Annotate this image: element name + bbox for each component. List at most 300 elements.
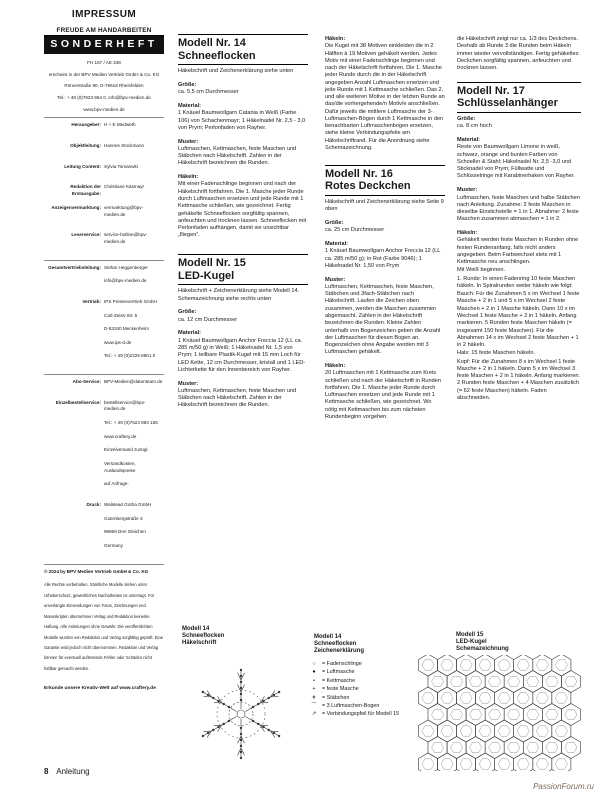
chain-stitch-mark bbox=[212, 729, 214, 731]
publisher-web[interactable]: www.bpv-medien.de bbox=[83, 106, 125, 112]
motif-hexagon bbox=[466, 704, 485, 726]
motif-hexagon bbox=[457, 687, 476, 709]
model-17-size: ca. 8 cm hoch bbox=[457, 123, 492, 130]
impressum-row-label: Anzeigenvermarktung: bbox=[51, 204, 101, 210]
model-16-name: Rotes Deckchen bbox=[325, 180, 445, 196]
motif-hexagon bbox=[428, 671, 447, 693]
legend-symbol-icon: • bbox=[313, 677, 315, 684]
motif-inner-star bbox=[460, 660, 472, 670]
motif-hexagon bbox=[561, 671, 580, 693]
model-16-material-label: Material: bbox=[325, 241, 349, 248]
legend-item bbox=[306, 668, 399, 676]
model-14-crochet-label: Häkeln: bbox=[178, 174, 199, 181]
impressum-row-label: Gesamtvertriebsleitung: bbox=[48, 264, 101, 270]
motif-inner-star bbox=[422, 693, 434, 703]
impressum-row-label: Objektleitung: bbox=[70, 142, 101, 148]
model-15-size: ca. 12 cm Durchmesser bbox=[178, 316, 238, 323]
impressum-row-value: www.craftery.de bbox=[104, 433, 137, 439]
model-15-name: LED-Kugel bbox=[178, 270, 308, 286]
motif-inner-star bbox=[489, 676, 501, 686]
motif-inner-star bbox=[479, 726, 491, 736]
chain-stitch-mark bbox=[240, 681, 242, 683]
motif-hexagon bbox=[438, 687, 457, 709]
impressum-row-values bbox=[104, 502, 164, 557]
impressum-row bbox=[44, 379, 164, 393]
model-17-material-label: Material: bbox=[457, 137, 481, 144]
impressum-row-value: info@bpv-medien.de bbox=[104, 278, 147, 284]
motif-inner-star bbox=[470, 676, 482, 686]
impressum-row bbox=[44, 164, 164, 178]
model-16-number: Modell Nr. 16 bbox=[325, 165, 445, 181]
impressum-row-value: Germany bbox=[104, 543, 123, 548]
model-17-round-1: 1. Runde: In einen Fadenring 10 feste Maschen häkeln. In Spiralrunden weiter häkeln wie folgt: bbox=[457, 275, 576, 289]
impressum-row-label: Leserservice: bbox=[71, 232, 101, 238]
motif-inner-star bbox=[517, 759, 529, 769]
motif-hexagon bbox=[504, 671, 523, 693]
motif-hexagon bbox=[552, 720, 571, 742]
impressum-row-value: Versandkosten, Auslandspreise bbox=[104, 461, 136, 473]
motif-inner-star bbox=[517, 660, 529, 670]
impressum-row-values bbox=[104, 232, 164, 252]
motif-hexagon bbox=[514, 753, 533, 771]
chain-stitch-mark bbox=[268, 729, 270, 731]
model-16-size: ca. 25 cm Durchmesser bbox=[325, 227, 385, 234]
center-ring-symbol bbox=[237, 710, 245, 718]
motif-inner-star bbox=[536, 726, 548, 736]
impressum-row-value: Tel.: + 49 (0)7623 964 155 bbox=[104, 420, 158, 426]
impressum-row-values bbox=[104, 184, 164, 198]
motif-inner-star bbox=[508, 742, 520, 752]
impressum-row bbox=[44, 299, 164, 367]
legal-text: Alle Rechte vorbehalten. Sämtliche Modelle stehen unter Urheberschutz, gewerbliches Nacharbeiten ist untersagt. Für unverlangte Einsendungen von Fotos, Zeichnungen und Manuskripten übernehmen Verlag und Redaktion keinerlei Haftung. Alle Anleitungen ohne Gewähr. Die veröffentlichten Modelle wurden von Redaktion und Verlag sorgfältig geprüft. Eine Garantie wird jedoch nicht übernommen. Redaktion und Verlag können für eventuell auftretende Fehler oder Schäden nicht haftbar gemacht werden. bbox=[44, 582, 164, 671]
model-17-number: Modell Nr. 17 bbox=[457, 82, 581, 98]
chain-stitch-mark bbox=[202, 735, 204, 737]
motif-inner-star bbox=[422, 726, 434, 736]
impressum-row-value: D-53340 Meckenheim bbox=[104, 326, 149, 332]
diagram-15-caption-line2: LED-Kugel bbox=[456, 638, 487, 645]
model-15-intro: Häkelschrift + Zeichenerklärung siehe Modell 14. Schemazeichnung siehe rechts unten bbox=[178, 288, 300, 302]
impressum-row-label: Abo-Service: bbox=[72, 379, 101, 385]
impressum-row-value: Stefan Heggenberger bbox=[104, 264, 148, 270]
motif-inner-star bbox=[565, 709, 577, 719]
motif-hexagon bbox=[457, 753, 476, 771]
legend-symbol-icon: ↗ bbox=[311, 711, 317, 718]
magazine-banner-top: FREUDE AM HANDARBEITEN bbox=[44, 26, 164, 36]
model-17-name: Schlüsselanhänger bbox=[457, 97, 581, 113]
motif-hexagon bbox=[514, 655, 533, 676]
motif-inner-star bbox=[441, 726, 453, 736]
impressum-row-values bbox=[104, 265, 164, 292]
motif-inner-star bbox=[422, 759, 434, 769]
model-14-pattern: Luftmaschen, Kettmaschen, feste Maschen und Stäbchen nach Häkelschrift. Zahlen in der Häkelschrift bezeichnen die Runden. bbox=[178, 145, 297, 167]
chain-stitch-mark bbox=[240, 693, 242, 695]
legend-symbol-icon: ǂ bbox=[312, 694, 316, 701]
motif-hexagon bbox=[438, 655, 457, 676]
motif-hexagon bbox=[466, 737, 485, 759]
model-14-size: ca. 5,5 cm Durchmesser bbox=[178, 89, 239, 96]
legend-caption-line1: Modell 14 bbox=[314, 634, 342, 640]
model-17-size-label: Größe: bbox=[457, 116, 476, 123]
impressum-row-label: Druck: bbox=[86, 502, 101, 508]
motif-hexagon bbox=[523, 704, 542, 726]
model-16-pattern-label: Muster: bbox=[325, 276, 346, 283]
motif-hexagon bbox=[542, 704, 561, 726]
motif-inner-star bbox=[555, 726, 567, 736]
motif-hexagon bbox=[533, 687, 552, 709]
chain-stitch-mark bbox=[228, 706, 230, 708]
divider bbox=[44, 564, 164, 565]
diagram-15-caption bbox=[456, 632, 509, 653]
impressum-row-value: Gutenbergstraße 3 bbox=[104, 515, 143, 521]
model-14-material-label: Material: bbox=[178, 103, 202, 110]
motif-inner-star bbox=[498, 726, 510, 736]
motif-inner-star bbox=[536, 759, 548, 769]
model-17-crochet: Gehäkelt werden feste Maschen in Runden ohne festen Rundenanfang, falls nicht anders angegeben. Beim Farbwechsel stets mit 1 Kettmasche neu anschlingen. bbox=[457, 237, 579, 266]
page-number: 8 bbox=[44, 767, 49, 776]
motif-inner-star bbox=[432, 742, 444, 752]
motif-inner-star bbox=[508, 709, 520, 719]
chain-stitch-mark bbox=[268, 697, 270, 699]
motif-hexagon bbox=[533, 655, 552, 676]
publisher-line: erscheint in der BPV Medien Vertrieb GmbH & Co. KG bbox=[48, 71, 160, 77]
motif-inner-star bbox=[489, 709, 501, 719]
motif-inner-star bbox=[451, 742, 463, 752]
chain-stitch-mark bbox=[240, 751, 242, 753]
divider bbox=[44, 374, 164, 375]
motif-hexagon bbox=[438, 720, 457, 742]
led-ball-schematic-diagram bbox=[416, 655, 594, 771]
motif-inner-star bbox=[565, 676, 577, 686]
chain-stitch-mark bbox=[212, 697, 214, 699]
chain-stitch-mark bbox=[257, 703, 259, 705]
impressum-row-value: Hannes Stockmann bbox=[104, 142, 145, 148]
motif-hexagon bbox=[457, 720, 476, 742]
motif-hexagon bbox=[419, 687, 438, 709]
model-15-crochet: Die Kugel mit 38 Motiven einkleiden die in 2 Hälften à 19 Motiven gehäkelt werden. Jedes Motiv mit einer Fadenschlinge beginnen und nach der Häkelschrift fortfahren. Die 1. Masche jeder Runde durch die in der Häkelschrift angegeben Anzahl Luftmaschen ersetzen und jede Runde mit 1 Kettmasche schließen. Das 2. und alle weiteren Motive in der letzten Runde an das/die vorhergehende/n Motiv/e anschließen. Dafür jeweils die mittlere Luftmasche der 3-Luftmaschen-Bögen durch 1 Kettmasche in den benachbarten Luftmaschenbogen ersetzen, siehe kleine Verbindungspfeile am Häkelschriftrand. Für die Anordnung siehe Schemazeichnung. bbox=[325, 43, 445, 151]
legend-text: = Luftmasche bbox=[322, 669, 355, 676]
legend-caption-line3: Zeichenerklärung bbox=[314, 647, 365, 654]
chain-stitch-mark bbox=[240, 757, 242, 759]
chain-stitch-mark bbox=[278, 691, 280, 693]
impressum-row-value: www.ips-d.de bbox=[104, 339, 132, 345]
model-16-material: 1 Knäuel Baumwollgarn Anchor Freccia 12 (LL ca. 285 m/50 g); in Rot (Farbe 9046); 1 Häkelnadel Nr. 1,50 von Prym bbox=[325, 248, 441, 269]
motif-inner-star bbox=[527, 676, 539, 686]
motif-hexagon bbox=[561, 737, 580, 759]
publisher-phone: Tel.: + 49 (0)7623 964 0, info@bpv-medien.de bbox=[57, 94, 151, 100]
impressum-row-label: Einzelbestellservice: bbox=[55, 399, 101, 405]
impressum-row bbox=[44, 502, 164, 557]
legend-item bbox=[306, 710, 399, 718]
model-17-crochet-label: Häkeln: bbox=[457, 230, 478, 237]
chain-stitch-mark bbox=[240, 745, 242, 747]
chain-stitch-mark bbox=[263, 726, 265, 728]
chain-stitch-mark bbox=[240, 687, 242, 689]
motif-hexagon bbox=[561, 704, 580, 726]
magazine-banner-bottom: SONDERHEFT bbox=[44, 36, 164, 54]
motif-hexagon bbox=[428, 704, 447, 726]
copyright: © 2024 by BPV Medien Vertrieb GmbH & Co. KG bbox=[44, 568, 149, 574]
motif-hexagon bbox=[514, 687, 533, 709]
chain-stitch-mark bbox=[223, 703, 225, 705]
symbol-legend bbox=[306, 660, 399, 719]
motif-hexagon bbox=[542, 737, 561, 759]
motif-inner-star bbox=[460, 693, 472, 703]
motif-inner-star bbox=[546, 742, 558, 752]
impressum-row-label: Vertrieb: bbox=[82, 298, 101, 304]
motif-inner-star bbox=[517, 726, 529, 736]
impressum-row-values bbox=[104, 205, 164, 225]
model-16-size-label: Größe: bbox=[325, 220, 344, 227]
motif-inner-star bbox=[441, 759, 453, 769]
legend-text: = Verbindungspfeil für Modell 15 bbox=[322, 711, 400, 718]
chain-stitch-mark bbox=[240, 699, 242, 701]
diagram-14-caption-line3: Häkelschrift bbox=[182, 639, 217, 646]
legend-symbol-icon: + bbox=[312, 686, 316, 693]
chain-stitch-mark bbox=[252, 706, 254, 708]
motif-hexagon bbox=[533, 720, 552, 742]
diagram-15-caption-line1: Modell 15 bbox=[456, 632, 484, 638]
motif-inner-star bbox=[489, 742, 501, 752]
motif-hexagon bbox=[457, 655, 476, 676]
model-14-size-label: Größe: bbox=[178, 82, 197, 89]
diagram-14-caption-line1: Modell 14 bbox=[182, 626, 210, 632]
page-footer bbox=[44, 767, 90, 776]
model-14-crochet: Mit einer Fadenschlinge beginnen und nach der Häkelschrift fortfahren. Die 1. Masche jeder Runde durch Luftmaschen ersetzen und jede Runde mit 1 Kettmasche schließen, wie gezeichnet. Fertig gehäkelte Schneeflocken sorgfältig spannen, anfeuchten und trocknen lassen. Schneeflocken mit Perlonfaden aufhängen, damit sie unsichtbar „fliegen“. bbox=[178, 181, 307, 239]
model-16-intro: Häkelschrift und Zeichenerklärung siehe Seite 9 oben bbox=[325, 199, 444, 213]
legend-text: = Fadenschlinge bbox=[322, 661, 362, 667]
legend-item bbox=[306, 677, 399, 685]
motif-inner-star bbox=[527, 742, 539, 752]
chain-stitch-mark bbox=[228, 720, 230, 722]
motif-inner-star bbox=[546, 709, 558, 719]
column-3 bbox=[325, 36, 445, 428]
impressum-row-value: Walstead Gotha GmbH bbox=[104, 502, 152, 508]
motif-hexagon bbox=[485, 704, 504, 726]
legend-caption-line2: Schneeflocken bbox=[314, 640, 357, 647]
diagram-14-caption bbox=[182, 626, 224, 647]
impressum-row-value: IPS Pressevertrieb GmbH bbox=[104, 298, 157, 304]
model-17-belly: Bauch: Für die Zunahmen 5 x im Wechsel 1 feste Masche + 2 in 1 und 5 x im Wechsel 2 feste Maschen + 2 in 1 Masche häkeln. Dann 10 x im Wechsel 1 feste Masche + 2 in 1 häkeln. Anfang markieren. 5 Runden feste Maschen häkeln (= insgesamt 150 feste Maschen). Für die Abnahmen 14 x im Wechsel 2 feste Maschen + 1 in 2 häkeln. bbox=[457, 291, 580, 349]
legend-caption bbox=[314, 634, 364, 655]
impressum-row-value: Carl-Zeiss-Str. 5 bbox=[104, 312, 138, 318]
model-17-material: Reste von Baumwollgarn Limone in weiß, schwarz, orange und bunten Farben von Schoeller & Stahl; Häkelnadel Nr. 2,5 -3,0 und Sticknadel von Prym; Füllwatte und Schlüsselringe mit Karabinerhaken von Rayher. bbox=[457, 144, 575, 180]
impressum-row-values bbox=[104, 122, 164, 136]
impressum-row-value: service-hotline@bpv-medien.de bbox=[104, 232, 148, 244]
impressum-row-label: Leitung Content: bbox=[64, 163, 101, 169]
impressum-row bbox=[44, 184, 164, 198]
chain-stitch-mark bbox=[218, 700, 220, 702]
impressum-row-value: BPV-Medien@datenteam.de bbox=[104, 379, 163, 385]
model-17-pattern: Luftmaschen, feste Maschen und halbe Stäbchen nach Anleitung. Zunahme: 2 feste Maschen in dieselbe Einstichstelle = 1 in 1. Abnahme: 2 feste Maschen zusammen abmaschen = 1 in 2. bbox=[457, 194, 580, 223]
motif-inner-star bbox=[479, 693, 491, 703]
impressum-row bbox=[44, 232, 164, 252]
model-17-start: Mit Weiß beginnen. bbox=[457, 267, 506, 274]
staff-list bbox=[44, 122, 164, 252]
impressum-row-value: Einzelversand zuzügl. bbox=[104, 447, 149, 453]
impressum bbox=[44, 8, 164, 693]
motif-inner-star bbox=[432, 709, 444, 719]
impressum-row bbox=[44, 205, 164, 225]
impressum-row-values bbox=[104, 143, 164, 157]
motif-inner-star bbox=[470, 742, 482, 752]
impressum-row-label: Herausgeber: bbox=[71, 122, 101, 128]
motif-inner-star bbox=[555, 759, 567, 769]
divider bbox=[44, 260, 164, 261]
chain-stitch-mark bbox=[240, 675, 242, 677]
motif-hexagon bbox=[495, 753, 514, 771]
motif-inner-star bbox=[441, 693, 453, 703]
model-14-name: Schneeflocken bbox=[178, 50, 308, 66]
motif-hexagon bbox=[523, 737, 542, 759]
impressum-row-value: bestellservice@bpv-medien.de bbox=[104, 399, 146, 412]
model-16-crochet: 20 Luftmaschen mit 1 Kettmasche zum Kreis schließen und nach der Häkelschrift in Runden fortfahren. Die 1. Masche jeder Runde durch Luftmaschen ersetzen und jede Runde mit 1 Kettmasche schließen, wie gezeichnet. Wo nötig mit Kettmaschen bis zum nächsten Rundenbeginn vorgehen. bbox=[325, 370, 441, 420]
motif-inner-star bbox=[536, 660, 548, 670]
motif-inner-star bbox=[498, 693, 510, 703]
legend-text: = 3 Luftmaschen-Bogen bbox=[322, 702, 380, 709]
legend-text: = Stäbchen bbox=[322, 694, 350, 701]
motif-inner-star bbox=[517, 693, 529, 703]
motif-hexagon bbox=[485, 671, 504, 693]
motif-hexagon bbox=[495, 655, 514, 676]
model-15-size-label: Größe: bbox=[178, 309, 197, 316]
model-14-number: Modell Nr. 14 bbox=[178, 34, 308, 50]
impressum-row-value: H + E Medweth bbox=[104, 122, 136, 128]
motif-hexagon bbox=[476, 753, 495, 771]
diagram-14-caption-line2: Schneeflocken bbox=[182, 632, 225, 639]
chain-stitch-mark bbox=[202, 691, 204, 693]
issue-number: FH 167 / AE 348 bbox=[87, 60, 121, 65]
model-16-crochet-label: Häkeln: bbox=[325, 363, 346, 370]
model-15-number: Modell Nr. 15 bbox=[178, 254, 308, 270]
column-4 bbox=[457, 36, 581, 409]
legend-symbol-icon: ● bbox=[312, 669, 316, 676]
motif-inner-star bbox=[555, 660, 567, 670]
motif-inner-star bbox=[508, 676, 520, 686]
motif-hexagon bbox=[419, 720, 438, 742]
model-15-pattern: Luftmaschen, Kettmaschen, feste Maschen und Stäbchen nach Häkelschrift. Zahlen in der Häkelschrift bezeichnen die Runden. bbox=[178, 387, 297, 409]
model-15-crochet-label: Häkeln: bbox=[325, 36, 346, 42]
model-15-material: 1 Knäuel Baumwollgarn Anchor Freccia 12 (LL ca. 285 m/50 g) in Weiß; 1 Häkelnadel Nr. 1,5 von Prym; 1 teilbare Plastik-Kugel mit 15 mm Loch für LED Kette, 12 cm Durchmesser, kristall und 1 LED-Lichterkette für den Innenbereich von Rayher. bbox=[178, 337, 306, 373]
model-14-intro: Häkelschrift und Zeichenerklärung siehe unten bbox=[178, 68, 294, 75]
motif-hexagon bbox=[419, 655, 438, 676]
impressum-row-values bbox=[104, 164, 164, 178]
impressum-row-values bbox=[104, 379, 164, 393]
chain-stitch-mark bbox=[278, 735, 280, 737]
chain-stitch-mark bbox=[273, 694, 275, 696]
impressum-row bbox=[44, 143, 164, 157]
motif-inner-star bbox=[527, 709, 539, 719]
chain-stitch-mark bbox=[240, 733, 242, 735]
motif-hexagon bbox=[552, 753, 571, 771]
motif-inner-star bbox=[555, 693, 567, 703]
motif-hexagon bbox=[533, 753, 552, 771]
distribution-list bbox=[44, 265, 164, 368]
motif-inner-star bbox=[479, 759, 491, 769]
impressum-row-value: Tel.: + 49 (0)2225 8801 0 bbox=[104, 353, 156, 359]
motif-hexagon bbox=[447, 737, 466, 759]
motif-hexagon bbox=[466, 671, 485, 693]
divider bbox=[44, 117, 164, 118]
legend-symbol-icon: ⌒ bbox=[311, 702, 317, 709]
motif-hexagon bbox=[485, 737, 504, 759]
motif-hexagon bbox=[514, 720, 533, 742]
legend-text: = Kettmasche bbox=[322, 677, 356, 684]
model-17-neck: Hals: 15 feste Maschen häkeln. bbox=[457, 350, 536, 357]
snowflake-chart-diagram bbox=[178, 660, 304, 768]
motif-hexagon bbox=[542, 671, 561, 693]
motif-inner-star bbox=[479, 660, 491, 670]
legend-item bbox=[306, 660, 399, 668]
diagram-15-caption-line3: Schemazeichnung bbox=[456, 645, 509, 652]
impressum-title: IMPRESSUM bbox=[71, 9, 137, 20]
motif-hexagon bbox=[438, 753, 457, 771]
motif-hexagon bbox=[476, 655, 495, 676]
website-promo: Erkunde unsere Kreativ-Welt auf www.craftery.de bbox=[44, 686, 156, 692]
motif-hexagon bbox=[495, 687, 514, 709]
motif-hexagon bbox=[419, 753, 438, 771]
impressum-row-value: 99869 Drei Gleichen bbox=[104, 529, 146, 535]
model-17-head: Kopf: Für die Zunahmen 8 x im Wechsel 1 feste Masche + 2 in 1 häkeln. Dann 5 x im Wechsel 3 feste Maschen + 2 in 1 häkeln. Anfang markieren. 2 Runden feste Maschen + 4 Maschen zusätzlich (= 62 feste Maschen) häkeln. Faden abschneiden. bbox=[457, 358, 580, 401]
model-16-pattern: Luftmaschen, Kettmaschen, feste Maschen, Stäbchen und 3fach-Stäbchen nach Häkelschrift. Laufen die Zeichen oben zusammen, werden die Maschen zusammen abgemascht. Zahlen in der Häkelschrift bezeichnen die Runden. Kleine Zahlen unterhalb von Bogenzeichen geben die Anzahl der Luftmaschen für diesen Bogen an. Bogenzeichen ohne Angabe werden mit 3 Luftmaschen gehäkelt. bbox=[325, 283, 441, 356]
column-2 bbox=[178, 34, 308, 416]
motif-hexagon bbox=[495, 720, 514, 742]
service-list bbox=[44, 379, 164, 557]
legend-item bbox=[306, 702, 399, 710]
motif-inner-star bbox=[470, 709, 482, 719]
impressum-row-values bbox=[104, 299, 164, 367]
chain-stitch-mark bbox=[240, 739, 242, 741]
motif-hexagon bbox=[504, 704, 523, 726]
model-15-pattern-label: Muster: bbox=[178, 380, 199, 387]
motif-inner-star bbox=[441, 660, 453, 670]
impressum-row-label: Redaktion der Erstausgabe: bbox=[70, 184, 101, 196]
publisher-block bbox=[44, 60, 164, 113]
motif-inner-star bbox=[498, 759, 510, 769]
impressum-row bbox=[44, 265, 164, 292]
chain-stitch-mark bbox=[223, 723, 225, 725]
model-15-material-label: Material: bbox=[178, 330, 202, 337]
impressum-row-value: vermarktung@bpv-medien.de bbox=[104, 204, 144, 217]
motif-hexagon bbox=[523, 671, 542, 693]
model-17-pattern-label: Muster: bbox=[457, 187, 478, 194]
motif-inner-star bbox=[498, 660, 510, 670]
chain-stitch-mark bbox=[240, 727, 242, 729]
motif-hexagon bbox=[504, 737, 523, 759]
motif-hexagon bbox=[552, 655, 571, 676]
legend-item bbox=[306, 685, 399, 693]
motif-inner-star bbox=[460, 726, 472, 736]
motif-inner-star bbox=[546, 676, 558, 686]
impressum-row bbox=[44, 122, 164, 136]
motif-inner-star bbox=[565, 742, 577, 752]
model-16-continued: die Häkelschrift zeigt nur ca. 1/3 des Deckchens. Deshalb ab Runde 3 die Runden beim Häkeln immer wieder vervollständigen. Fertig gehäkeltes Deckchen sorgfältig spannen, anfeuchten und trocknen lassen. bbox=[457, 36, 579, 72]
impressum-row-value: auf Anfrage. bbox=[104, 481, 129, 487]
impressum-row bbox=[44, 400, 164, 495]
motif-inner-star bbox=[460, 759, 472, 769]
chain-stitch-mark bbox=[207, 732, 209, 734]
chain-stitch-mark bbox=[252, 720, 254, 722]
motif-inner-star bbox=[451, 676, 463, 686]
model-14-pattern-label: Muster: bbox=[178, 138, 199, 145]
watermark: PassionForum.ru bbox=[533, 782, 594, 791]
chain-stitch-mark bbox=[207, 694, 209, 696]
motif-inner-star bbox=[432, 676, 444, 686]
legend-text: = feste Masche bbox=[322, 686, 359, 693]
chain-stitch-mark bbox=[240, 669, 242, 671]
legend-item bbox=[306, 694, 399, 702]
motif-hexagon bbox=[447, 671, 466, 693]
chain-stitch-mark bbox=[263, 700, 265, 702]
